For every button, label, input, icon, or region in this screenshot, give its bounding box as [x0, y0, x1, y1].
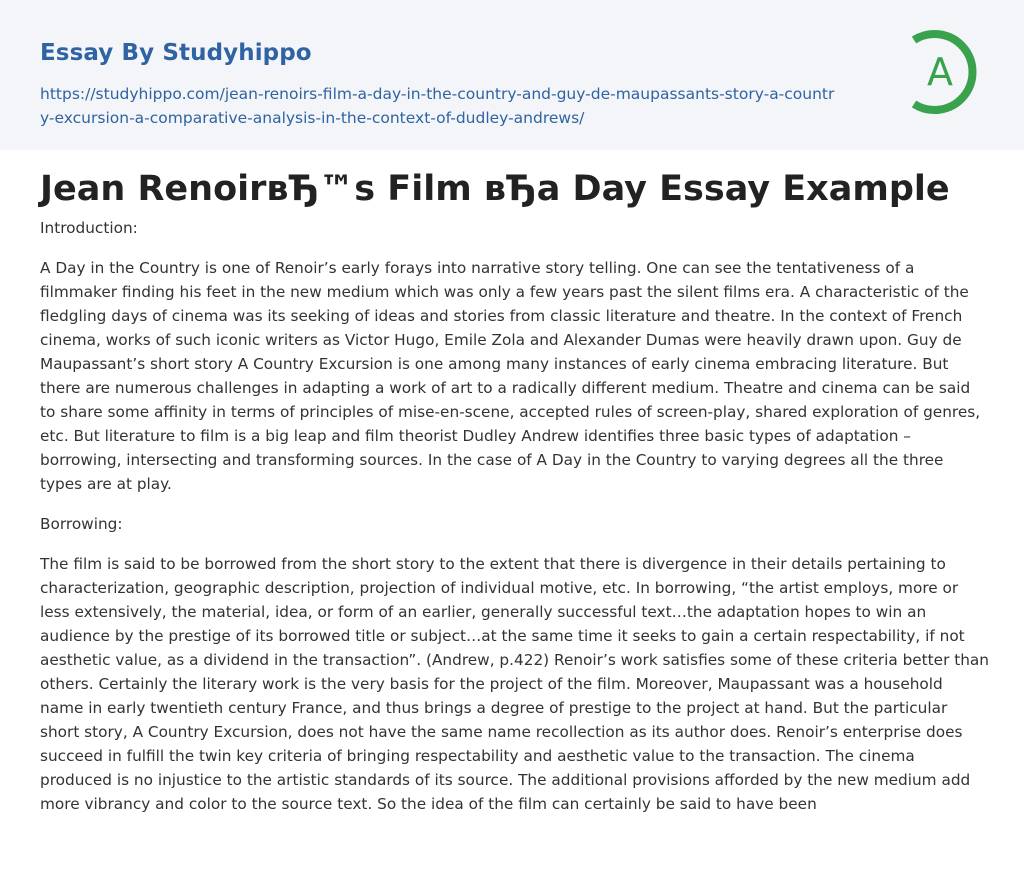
source-url-link[interactable]: https://studyhippo.com/jean-renoirs-film-a-day-in-the-country-and-guy-de-maupassants-story-a-country-excursion-a-comparative-analysis-in-the-context-of-dudley-andrews/	[40, 85, 835, 127]
essay-title: Jean RenoirвЂ™s Film вЂа Day Essay Example	[40, 169, 950, 209]
article	[40, 166, 990, 832]
section-heading-borrowing: Borrowing:	[40, 515, 123, 533]
site-title[interactable]: Essay By Studyhippo	[40, 40, 312, 66]
section-heading-introduction: Introduction:	[40, 219, 138, 237]
paragraph-borrowing: The film is said to be borrowed from the short story to the extent that there is divergence in their details pertaining to characterization, geographic description, projection of individual motive, etc. In borrowing, “the artist employs, more or less extensively, the material, idea, or form of an earlier, generally successful text…the adaptation hopes to win an audience by the prestige of its borrowed title or subject…at the same time it seeks to gain a certain respectability, if not aesthetic value, as a dividend in the transaction”. (Andrew, p.422) Renoir’s work satisfies some of these criteria better than others. Certainly the literary work is the very basis for the project of the film. Moreover, Maupassant was a household name in early twentieth century France, and thus brings a degree of prestige to the project at hand. But the particular short story, A Country Excursion, does not have the same name recollection as its author does. Renoir’s enterprise does succeed in fulfill the twin key criteria of bringing respectability and aesthetic value to the transaction. The cinema produced is no injustice to the artistic standards of its source. The additional provisions afforded by the new medium add more vibrancy and color to the source text. So the idea of the film can certainly be said to have been	[40, 555, 990, 813]
paragraph-introduction: A Day in the Country is one of Renoir’s early forays into narrative story telling. One can see the tentativeness of a filmmaker finding his feet in the new medium which was only a few years past the silent films era. A characteristic of the fledgling days of cinema was its seeking of ideas and stories from classic literature and theatre. In the context of French cinema, works of such iconic writers as Victor Hugo, Emile Zola and Alexander Dumas were heavily drawn upon. Guy de Maupassant’s short story A Country Excursion is one among many instances of early cinema embracing literature. But there are numerous challenges in adapting a work of art to a radically different medium. Theatre and cinema can be said to share some affinity in terms of principles of mise-en-scene, accepted rules of screen-play, shared exploration of genres, etc. But literature to film is a big leap and film theorist Dudley Andrew identifies three basic types of adaptation – borrowing, intersecting and transforming sources. In the case of A Day in the Country to varying degrees all the three types are at play.	[40, 259, 981, 493]
studyhippo-logo-icon[interactable]	[904, 28, 988, 116]
site-header	[0, 0, 1024, 150]
logo-letter: A	[927, 50, 953, 94]
